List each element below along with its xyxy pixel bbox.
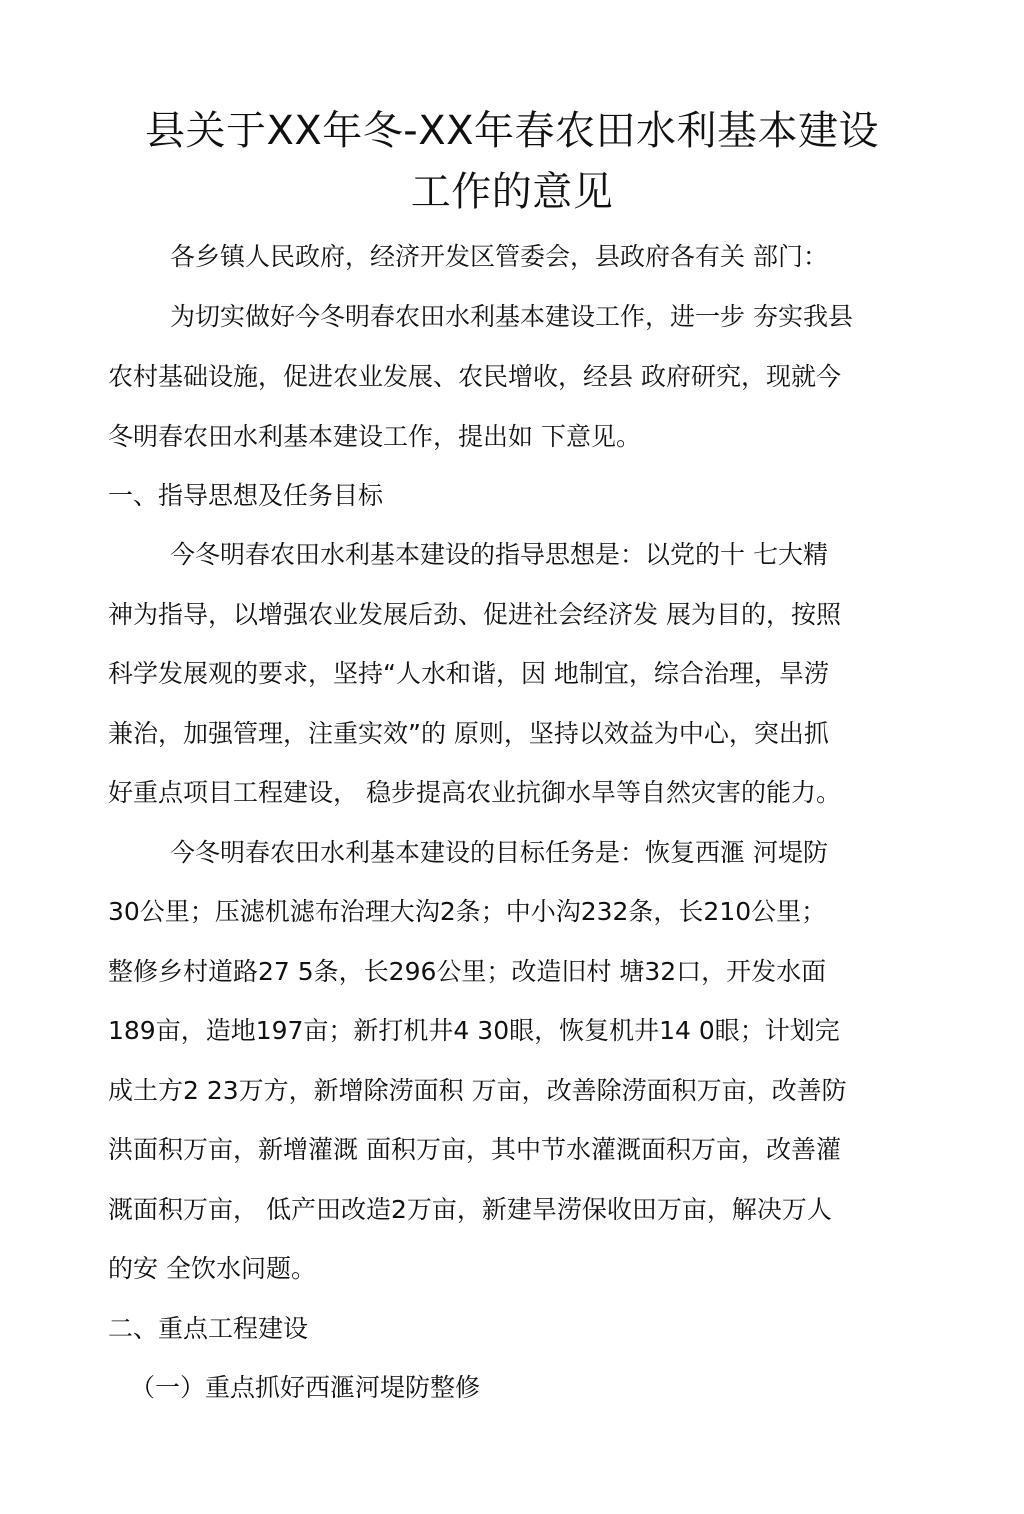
targets-line-6: 洪面积万亩，新增灌溉 面积万亩，其中节水灌溉面积万亩，改善灌 — [108, 1135, 841, 1164]
section-1-heading: 一、指导思想及任务目标 — [108, 481, 384, 510]
document-title-line-1: 县关于XX年冬-XX年春农田水利基本建设 — [144, 108, 880, 154]
guiding-line-2: 神为指导，以增强农业发展后劲、促进社会经济发 展为目的，按照 — [108, 600, 841, 629]
intro-line-2: 农村基础设施，促进农业发展、农民增收，经县 政府研究，现就今 — [108, 362, 841, 391]
targets-line-7: 溉面积万亩， 低产田改造2万亩，新建旱涝保收田万亩，解决万人 — [108, 1195, 832, 1224]
targets-line-2: 30公里；压滤机滤布治理大沟2条；中小沟232条，长210公里； — [108, 897, 827, 926]
intro-line-1: 为切实做好今冬明春农田水利基本建设工作，进一步 夯实我县 — [170, 302, 853, 331]
targets-line-1: 今冬明春农田水利基本建设的目标任务是：恢复西滙 河堤防 — [170, 838, 828, 867]
section-2-heading: 二、重点工程建设 — [108, 1314, 309, 1343]
targets-line-3: 整修乡村道路27 5条，长296公里；改造旧村 塘32口，开发水面 — [108, 957, 827, 986]
intro-line-3: 冬明春农田水利基本建设工作，提出如 下意见。 — [108, 422, 641, 451]
guiding-line-4: 兼治，加强管理，注重实效”的 原则，坚持以效益为中心，突出抓 — [108, 719, 829, 748]
guiding-line-5: 好重点项目工程建设， 稳步提高农业抗御水旱等自然灾害的能力。 — [108, 778, 841, 807]
salutation: 各乡镇人民政府，经济开发区管委会，县政府各有关 部门： — [170, 242, 828, 271]
targets-line-5: 成土方2 23万方，新增除涝面积 万亩，改善除涝面积万亩，改善防 — [108, 1076, 847, 1105]
guiding-line-1: 今冬明春农田水利基本建设的指导思想是：以党的十 七大精 — [170, 540, 828, 569]
guiding-line-3: 科学发展观的要求，坚持“人水和谐，因 地制宜，综合治理，旱涝 — [108, 659, 829, 688]
subsection-1-heading: （一）重点抓好西滙河堤防整修 — [130, 1373, 481, 1402]
targets-line-4: 189亩，造地197亩；新打机井4 30眼，恢复机井14 0眼；计划完 — [108, 1016, 840, 1045]
targets-line-8: 的安 全饮水问题。 — [108, 1254, 316, 1283]
document-title-line-2: 工作的意见 — [410, 169, 614, 215]
